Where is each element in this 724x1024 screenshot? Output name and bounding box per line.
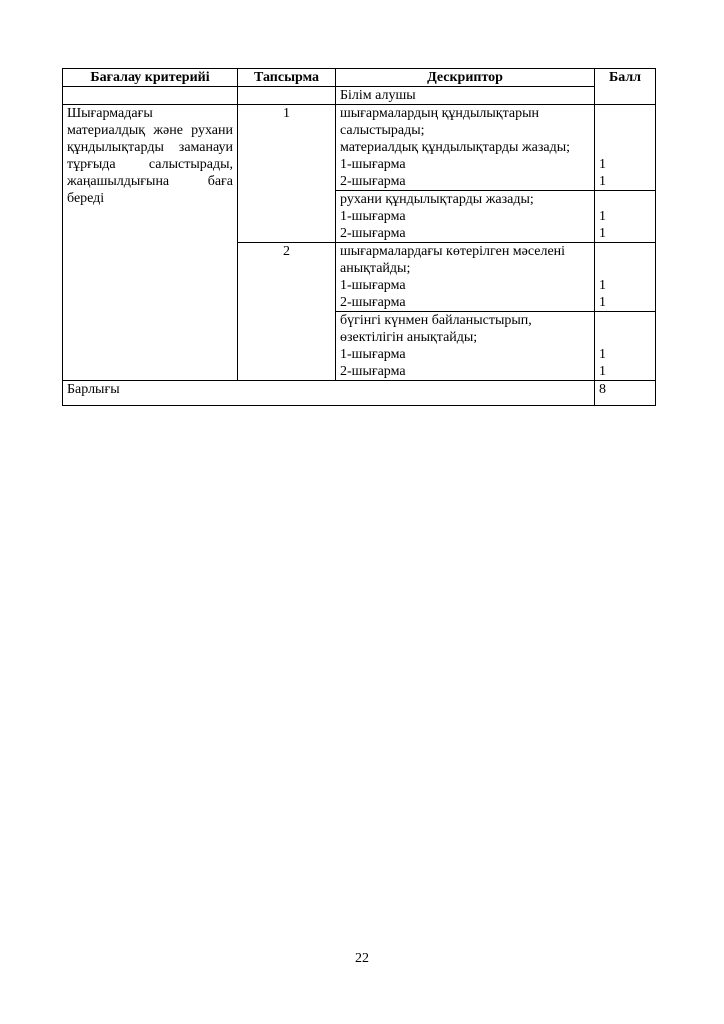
point-value	[599, 260, 651, 277]
descriptor-line: 2-шығарма	[340, 174, 406, 189]
descriptor-line: материалдық құндылықтарды жазады;	[340, 140, 571, 155]
point-value: 1	[599, 278, 606, 293]
assessment-table	[62, 68, 656, 406]
descriptor-line: шығармалардағы көтерілген мәселені	[340, 244, 566, 259]
point-value: 1	[599, 226, 606, 241]
point-value: 1	[599, 364, 606, 379]
header-ball: Балл	[595, 69, 656, 105]
descriptor-line: 1-шығарма	[340, 209, 406, 224]
header-descriptor: Дескриптор	[336, 69, 595, 87]
point-value	[599, 122, 651, 139]
descriptor-line: анықтайды;	[340, 261, 411, 276]
point-value	[599, 329, 651, 346]
point-value	[599, 191, 651, 208]
descriptor-cell	[336, 191, 595, 243]
table-subheader-row	[63, 87, 656, 105]
descriptor-line: 2-шығарма	[340, 364, 406, 379]
table-row	[63, 105, 656, 191]
points-cell	[595, 191, 656, 243]
descriptor-line: 2-шығарма	[340, 295, 406, 310]
descriptor-line: рухани құндылықтарды жазады;	[340, 192, 534, 207]
points-cell	[595, 312, 656, 381]
header-task: Тапсырма	[238, 69, 336, 87]
descriptor-line: салыстырады;	[340, 123, 425, 138]
subheader-student: Білім алушы	[336, 87, 595, 105]
points-cell	[595, 243, 656, 312]
subheader-blank-task	[238, 87, 336, 105]
task-number-1: 1	[238, 105, 336, 243]
total-row	[63, 381, 656, 406]
point-value	[599, 105, 651, 122]
table-header-row	[63, 69, 656, 87]
subheader-blank-criteria	[63, 87, 238, 105]
descriptor-line: 1-шығарма	[340, 278, 406, 293]
point-value: 1	[599, 174, 606, 189]
descriptor-line: 2-шығарма	[340, 226, 406, 241]
header-criteria: Бағалау критерийі	[63, 69, 238, 87]
point-value: 1	[599, 209, 606, 224]
descriptor-line: өзектілігін анықтайды;	[340, 330, 478, 345]
task-number-2: 2	[238, 243, 336, 381]
descriptor-line: шығармалардың құндылықтарын	[340, 106, 539, 121]
points-cell	[595, 105, 656, 191]
descriptor-line: 1-шығарма	[340, 347, 406, 362]
point-value: 1	[599, 347, 606, 362]
descriptor-cell	[336, 243, 595, 312]
point-value	[599, 139, 651, 156]
point-value: 1	[599, 295, 606, 310]
total-value: 8	[595, 381, 656, 406]
point-value	[599, 243, 651, 260]
total-label: Барлығы	[63, 381, 595, 406]
descriptor-cell	[336, 105, 595, 191]
point-value	[599, 312, 651, 329]
point-value: 1	[599, 157, 606, 172]
page-number: 22	[355, 951, 369, 966]
criteria-cell: Шығармадағы материалдық және рухани құндылықтарды заманауи тұрғыда салыстырады, жаңашылдығына баға береді	[63, 105, 238, 381]
descriptor-line: бүгінгі күнмен байланыстырып,	[340, 313, 532, 328]
descriptor-cell	[336, 312, 595, 381]
descriptor-line: 1-шығарма	[340, 157, 406, 172]
